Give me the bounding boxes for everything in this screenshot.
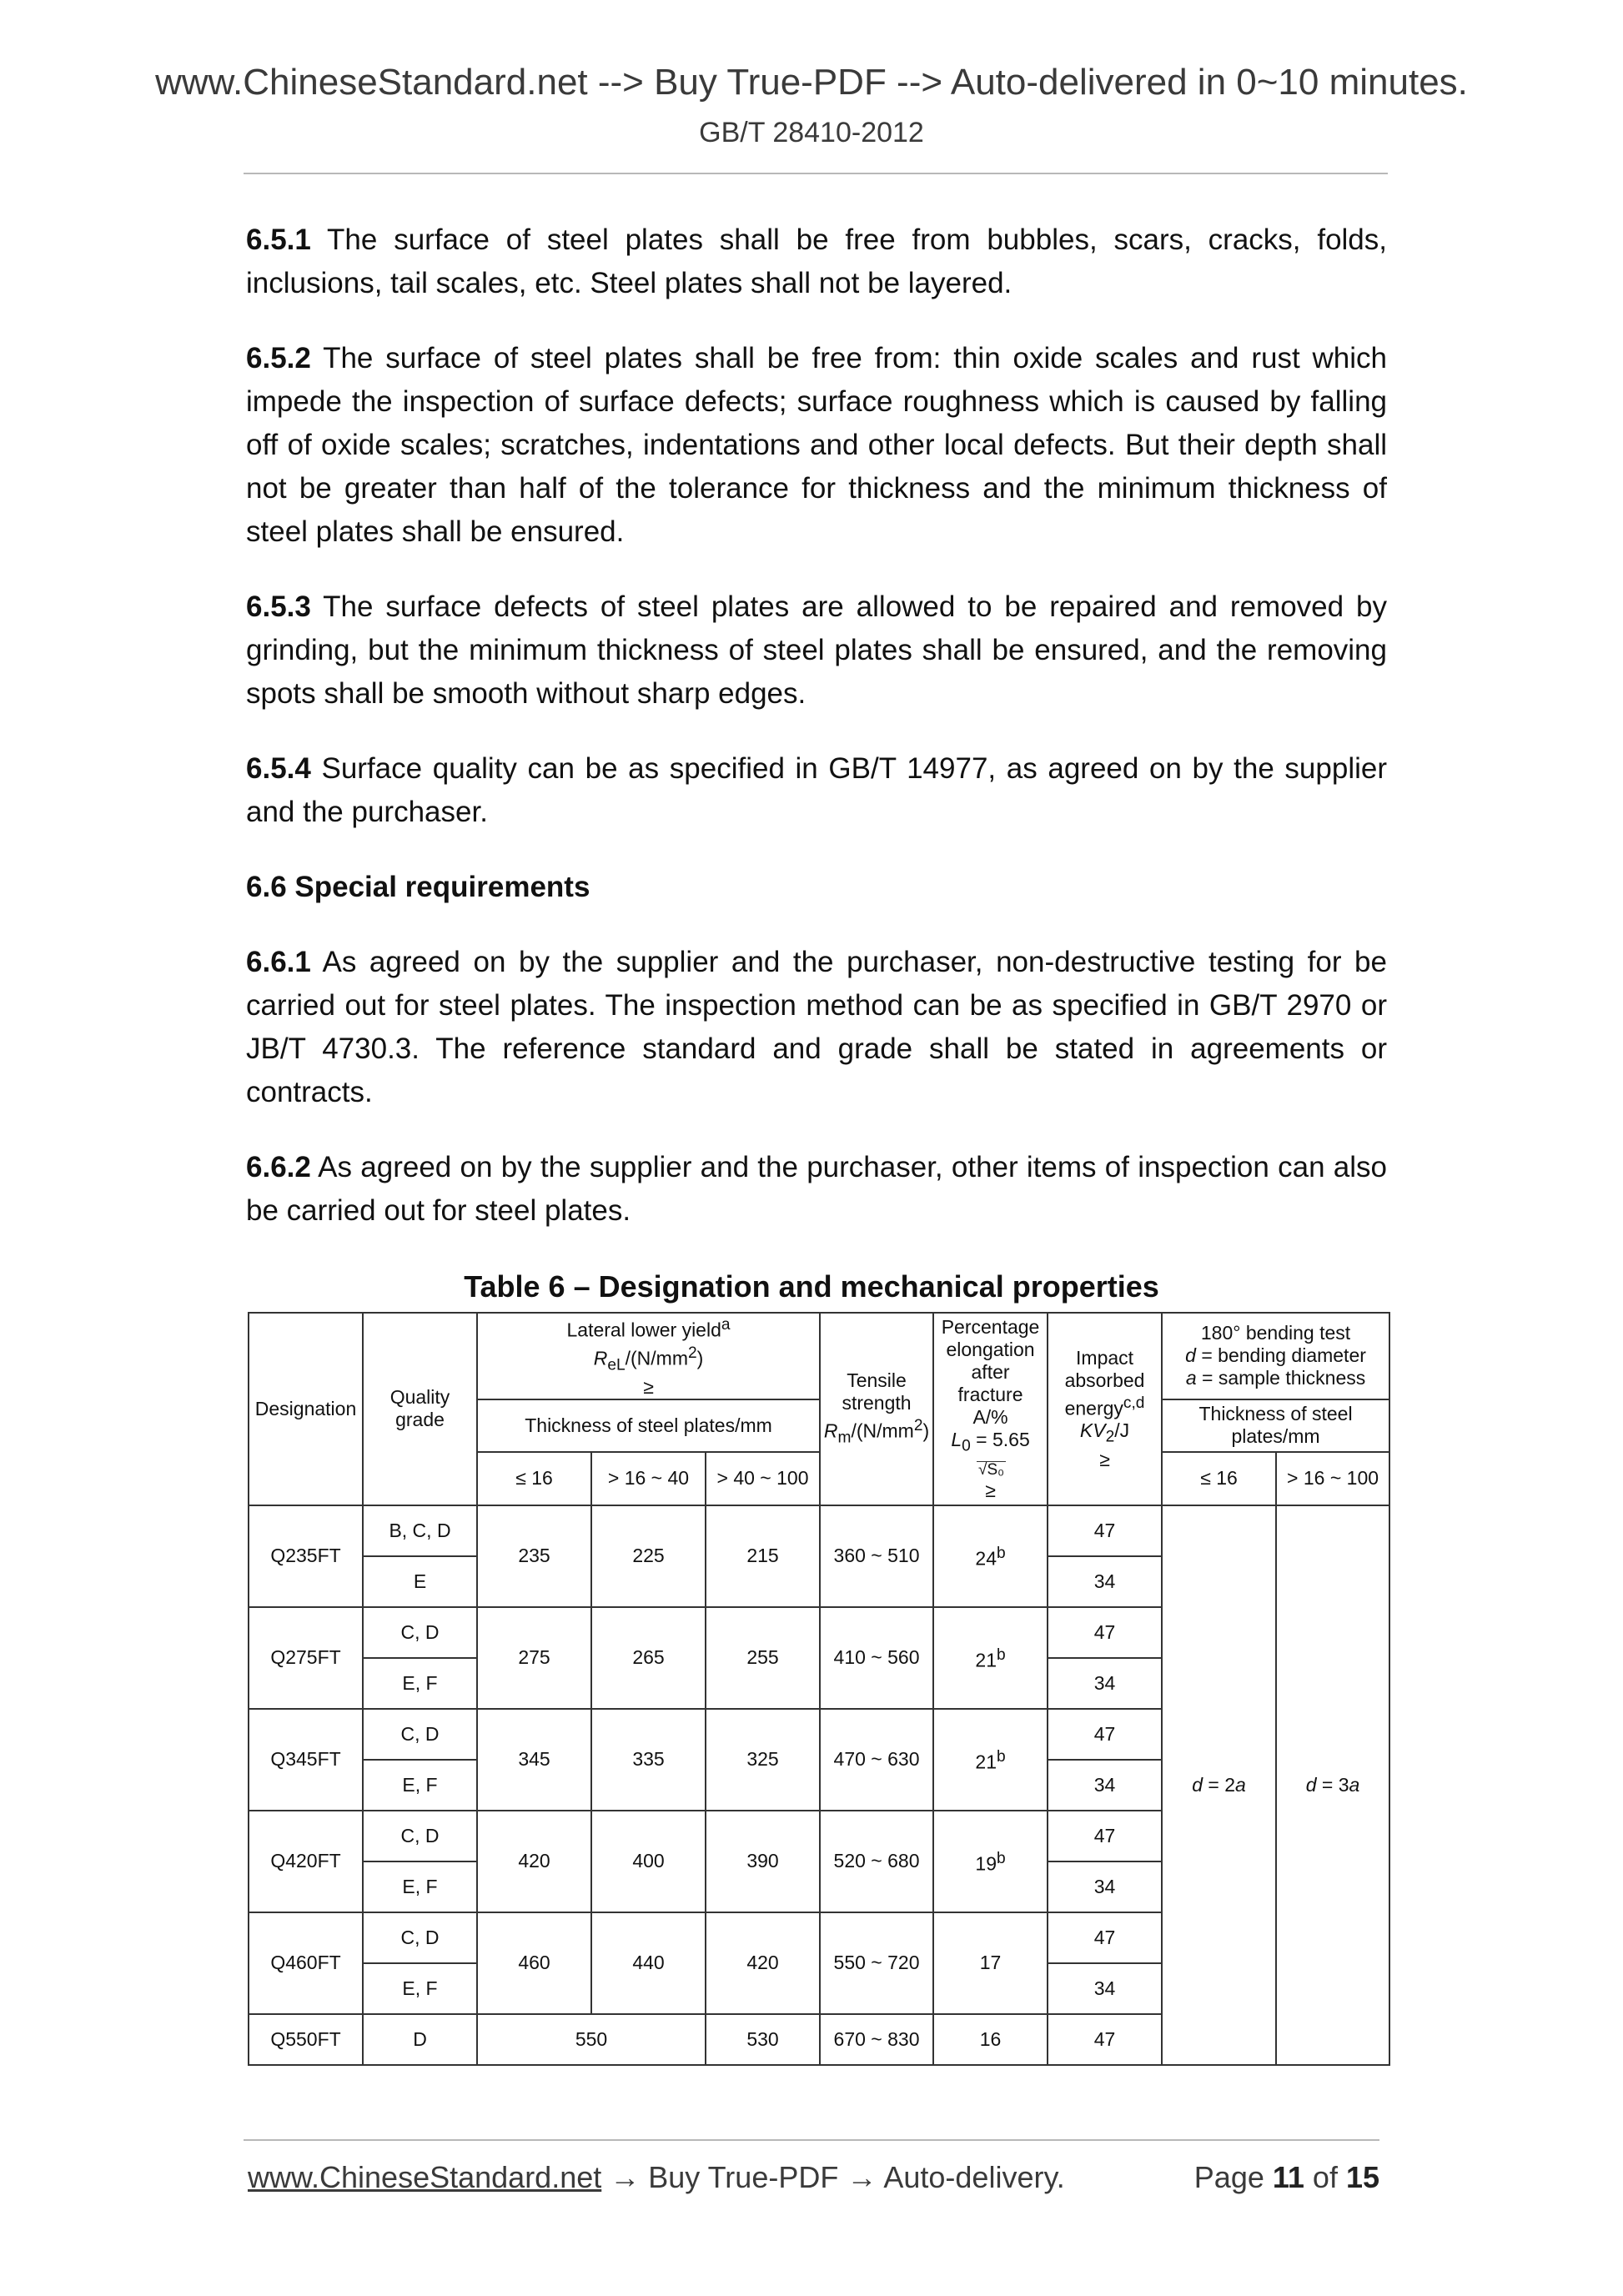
designation-cell: Q235FT (249, 1505, 363, 1607)
quality-grade-cell: C, D (363, 1607, 477, 1658)
footer-divider (244, 2139, 1379, 2141)
yield-cell: 420 (706, 1912, 820, 2014)
yield-cell: 275 (477, 1607, 591, 1709)
elongation-cell: 19$^b$ (933, 1811, 1048, 1912)
impact-cell: 47 (1048, 1505, 1162, 1556)
designation-cell: Q275FT (249, 1607, 363, 1709)
impact-cell: 34 (1048, 1963, 1162, 2014)
yield-cell: 530 (706, 2014, 820, 2065)
yield-cell: 235 (477, 1505, 591, 1607)
document-body (246, 219, 1387, 1264)
yield-cell: 460 (477, 1912, 591, 2014)
clause-6-6-2 (246, 1146, 1387, 1233)
col-header-t-le16: ≤ 16 (477, 1452, 591, 1505)
clause-text: The surface defects of steel plates are allowed to be repaired and removed by grinding, but the minimum thickness of steel plates shall be ensured, and the removing spots shall be smooth without sharp edges. (246, 590, 1387, 710)
impact-cell: 47 (1048, 1912, 1162, 1963)
col-header-quality-grade: Quality grade (363, 1313, 477, 1505)
mechanical-properties-table (248, 1312, 1390, 2066)
clause-6-5-4 (246, 747, 1387, 834)
header-banner-text: www.ChineseStandard.net --> Buy True-PDF --> Auto-delivered in 0~10 minutes. (155, 62, 1468, 103)
quality-grade-cell: C, D (363, 1811, 477, 1861)
quality-grade-cell: D (363, 2014, 477, 2065)
page-indicator: Page 11 of 15 (1193, 2160, 1379, 2194)
clause-number: 6.6.2 (246, 1151, 311, 1183)
page-number: 11 (1272, 2160, 1304, 2194)
bend-d2a-cell: d = 2a (1162, 1505, 1276, 2065)
bend-d3a-cell: d = 3a (1276, 1505, 1389, 2065)
col-header-b-16-100: > 16 ~ 100 (1276, 1452, 1389, 1505)
quality-grade-cell: E (363, 1556, 477, 1607)
quality-grade-cell: E, F (363, 1760, 477, 1811)
designation-cell: Q460FT (249, 1912, 363, 2014)
website-link[interactable]: www.ChineseStandard.net (248, 2160, 602, 2194)
arrow-icon: → (838, 2160, 884, 2194)
clause-6-5-1 (246, 219, 1387, 305)
page-total: 15 (1345, 2160, 1379, 2194)
impact-cell: 34 (1048, 1861, 1162, 1912)
designation-cell: Q420FT (249, 1811, 363, 1912)
header-divider (244, 173, 1388, 174)
yield-cell: 335 (591, 1709, 706, 1811)
table-row (249, 1505, 1389, 1556)
col-header-designation: Designation (249, 1313, 363, 1505)
arrow-icon: → (601, 2160, 649, 2194)
col-header-yield: Lateral lower yield$^a$ $R_{eL}/(N/mm^2)$ ≥ (477, 1313, 820, 1399)
designation-cell: Q550FT (249, 2014, 363, 2065)
tensile-cell: 670 ~ 830 (820, 2014, 933, 2065)
buy-pdf-text: Buy True-PDF (648, 2160, 839, 2194)
tensile-cell: 470 ~ 630 (820, 1709, 933, 1811)
clause-number: 6.5.3 (246, 590, 311, 623)
col-header-t-16-40: > 16 ~ 40 (591, 1452, 706, 1505)
impact-cell: 47 (1048, 1709, 1162, 1760)
elongation-cell: 21$^b$ (933, 1709, 1048, 1811)
impact-cell: 34 (1048, 1556, 1162, 1607)
col-header-b-le16: ≤ 16 (1162, 1452, 1276, 1505)
yield-cell: 325 (706, 1709, 820, 1811)
clause-text: The surface of steel plates shall be free from bubbles, scars, cracks, folds, inclusions, tail scales, etc. Steel plates shall not be layered. (246, 224, 1387, 299)
section-heading-6-6: 6.6 Special requirements (246, 871, 590, 903)
clause-6-5-3 (246, 585, 1387, 716)
auto-delivery-text: Auto-delivery. (883, 2160, 1065, 2194)
quality-grade-cell: E, F (363, 1861, 477, 1912)
quality-grade-cell: C, D (363, 1709, 477, 1760)
clause-number: 6.5.2 (246, 342, 311, 374)
col-header-elongation: Percentage elongation after fracture A/% $L_0 = 5.65$ √S₀ ≥ (933, 1313, 1048, 1505)
col-header-t-40-100: > 40 ~ 100 (706, 1452, 820, 1505)
clause-number: 6.5.4 (246, 752, 311, 785)
yield-cell: 265 (591, 1607, 706, 1709)
impact-cell: 47 (1048, 1811, 1162, 1861)
clause-6-5-2 (246, 337, 1387, 554)
elongation-cell: 16 (933, 2014, 1048, 2065)
yield-cell: 390 (706, 1811, 820, 1912)
clause-text: The surface of steel plates shall be free from: thin oxide scales and rust which impede the inspection of surface defects; surface roughness which is caused by falling off of oxide scales; scratches, indentations and other local defects. But their depth shall not be greater than half of the tolerance for thickness and the minimum thickness of steel plates shall be ensured. (246, 342, 1387, 548)
elongation-cell: 21$^b$ (933, 1607, 1048, 1709)
footer-links (248, 2160, 1065, 2195)
quality-grade-cell: B, C, D (363, 1505, 477, 1556)
yield-cell: 420 (477, 1811, 591, 1912)
impact-cell: 34 (1048, 1658, 1162, 1709)
impact-cell: 47 (1048, 1607, 1162, 1658)
clause-number: 6.5.1 (246, 224, 311, 256)
clause-text: As agreed on by the supplier and the purchaser, other items of inspection can also be carried out for steel plates. (246, 1151, 1387, 1227)
yield-cell: 440 (591, 1912, 706, 2014)
elongation-cell: 17 (933, 1912, 1048, 2014)
impact-cell: 34 (1048, 1760, 1162, 1811)
elongation-cell: 24$^b$ (933, 1505, 1048, 1607)
quality-grade-cell: E, F (363, 1658, 477, 1709)
clause-text: As agreed on by the supplier and the purchaser, non-destructive testing for be carried out for steel plates. The inspection method can be as specified in GB/T 2970 or JB/T 4730.3. The reference standard and grade shall be stated in agreements or contracts. (246, 946, 1387, 1108)
col-header-bending-test: 180° bending test d = bending diameter a = sample thickness (1162, 1313, 1389, 1399)
yield-cell: 345 (477, 1709, 591, 1811)
col-header-tensile-strength: Tensile strength $R_m/(N/mm^2)$ (820, 1313, 933, 1505)
tensile-cell: 550 ~ 720 (820, 1912, 933, 2014)
yield-cell: 215 (706, 1505, 820, 1607)
col-header-impact-energy: Impact absorbed energy$^{c,d}$ $KV_2/J$ ≥ (1048, 1313, 1162, 1505)
square-root-symbol: √S₀ (978, 1461, 1005, 1480)
tensile-cell: 410 ~ 560 (820, 1607, 933, 1709)
yield-cell: 550 (477, 2014, 706, 2065)
table-title: Table 6 – Designation and mechanical properties (464, 1269, 1159, 1304)
impact-cell: 47 (1048, 2014, 1162, 2065)
tensile-cell: 360 ~ 510 (820, 1505, 933, 1607)
clause-number: 6.6.1 (246, 946, 311, 978)
tensile-cell: 520 ~ 680 (820, 1811, 933, 1912)
col-header-bend-thickness: Thickness of steel plates/mm (1162, 1399, 1389, 1452)
standard-code: GB/T 28410-2012 (699, 117, 924, 148)
clause-text: Surface quality can be as specified in GB/T 14977, as agreed on by the supplier and the purchaser. (246, 752, 1387, 828)
yield-cell: 400 (591, 1811, 706, 1912)
quality-grade-cell: C, D (363, 1912, 477, 1963)
designation-cell: Q345FT (249, 1709, 363, 1811)
col-header-yield-thickness: Thickness of steel plates/mm (477, 1399, 820, 1452)
yield-cell: 255 (706, 1607, 820, 1709)
clause-6-6-1 (246, 941, 1387, 1114)
quality-grade-cell: E, F (363, 1963, 477, 2014)
yield-cell: 225 (591, 1505, 706, 1607)
